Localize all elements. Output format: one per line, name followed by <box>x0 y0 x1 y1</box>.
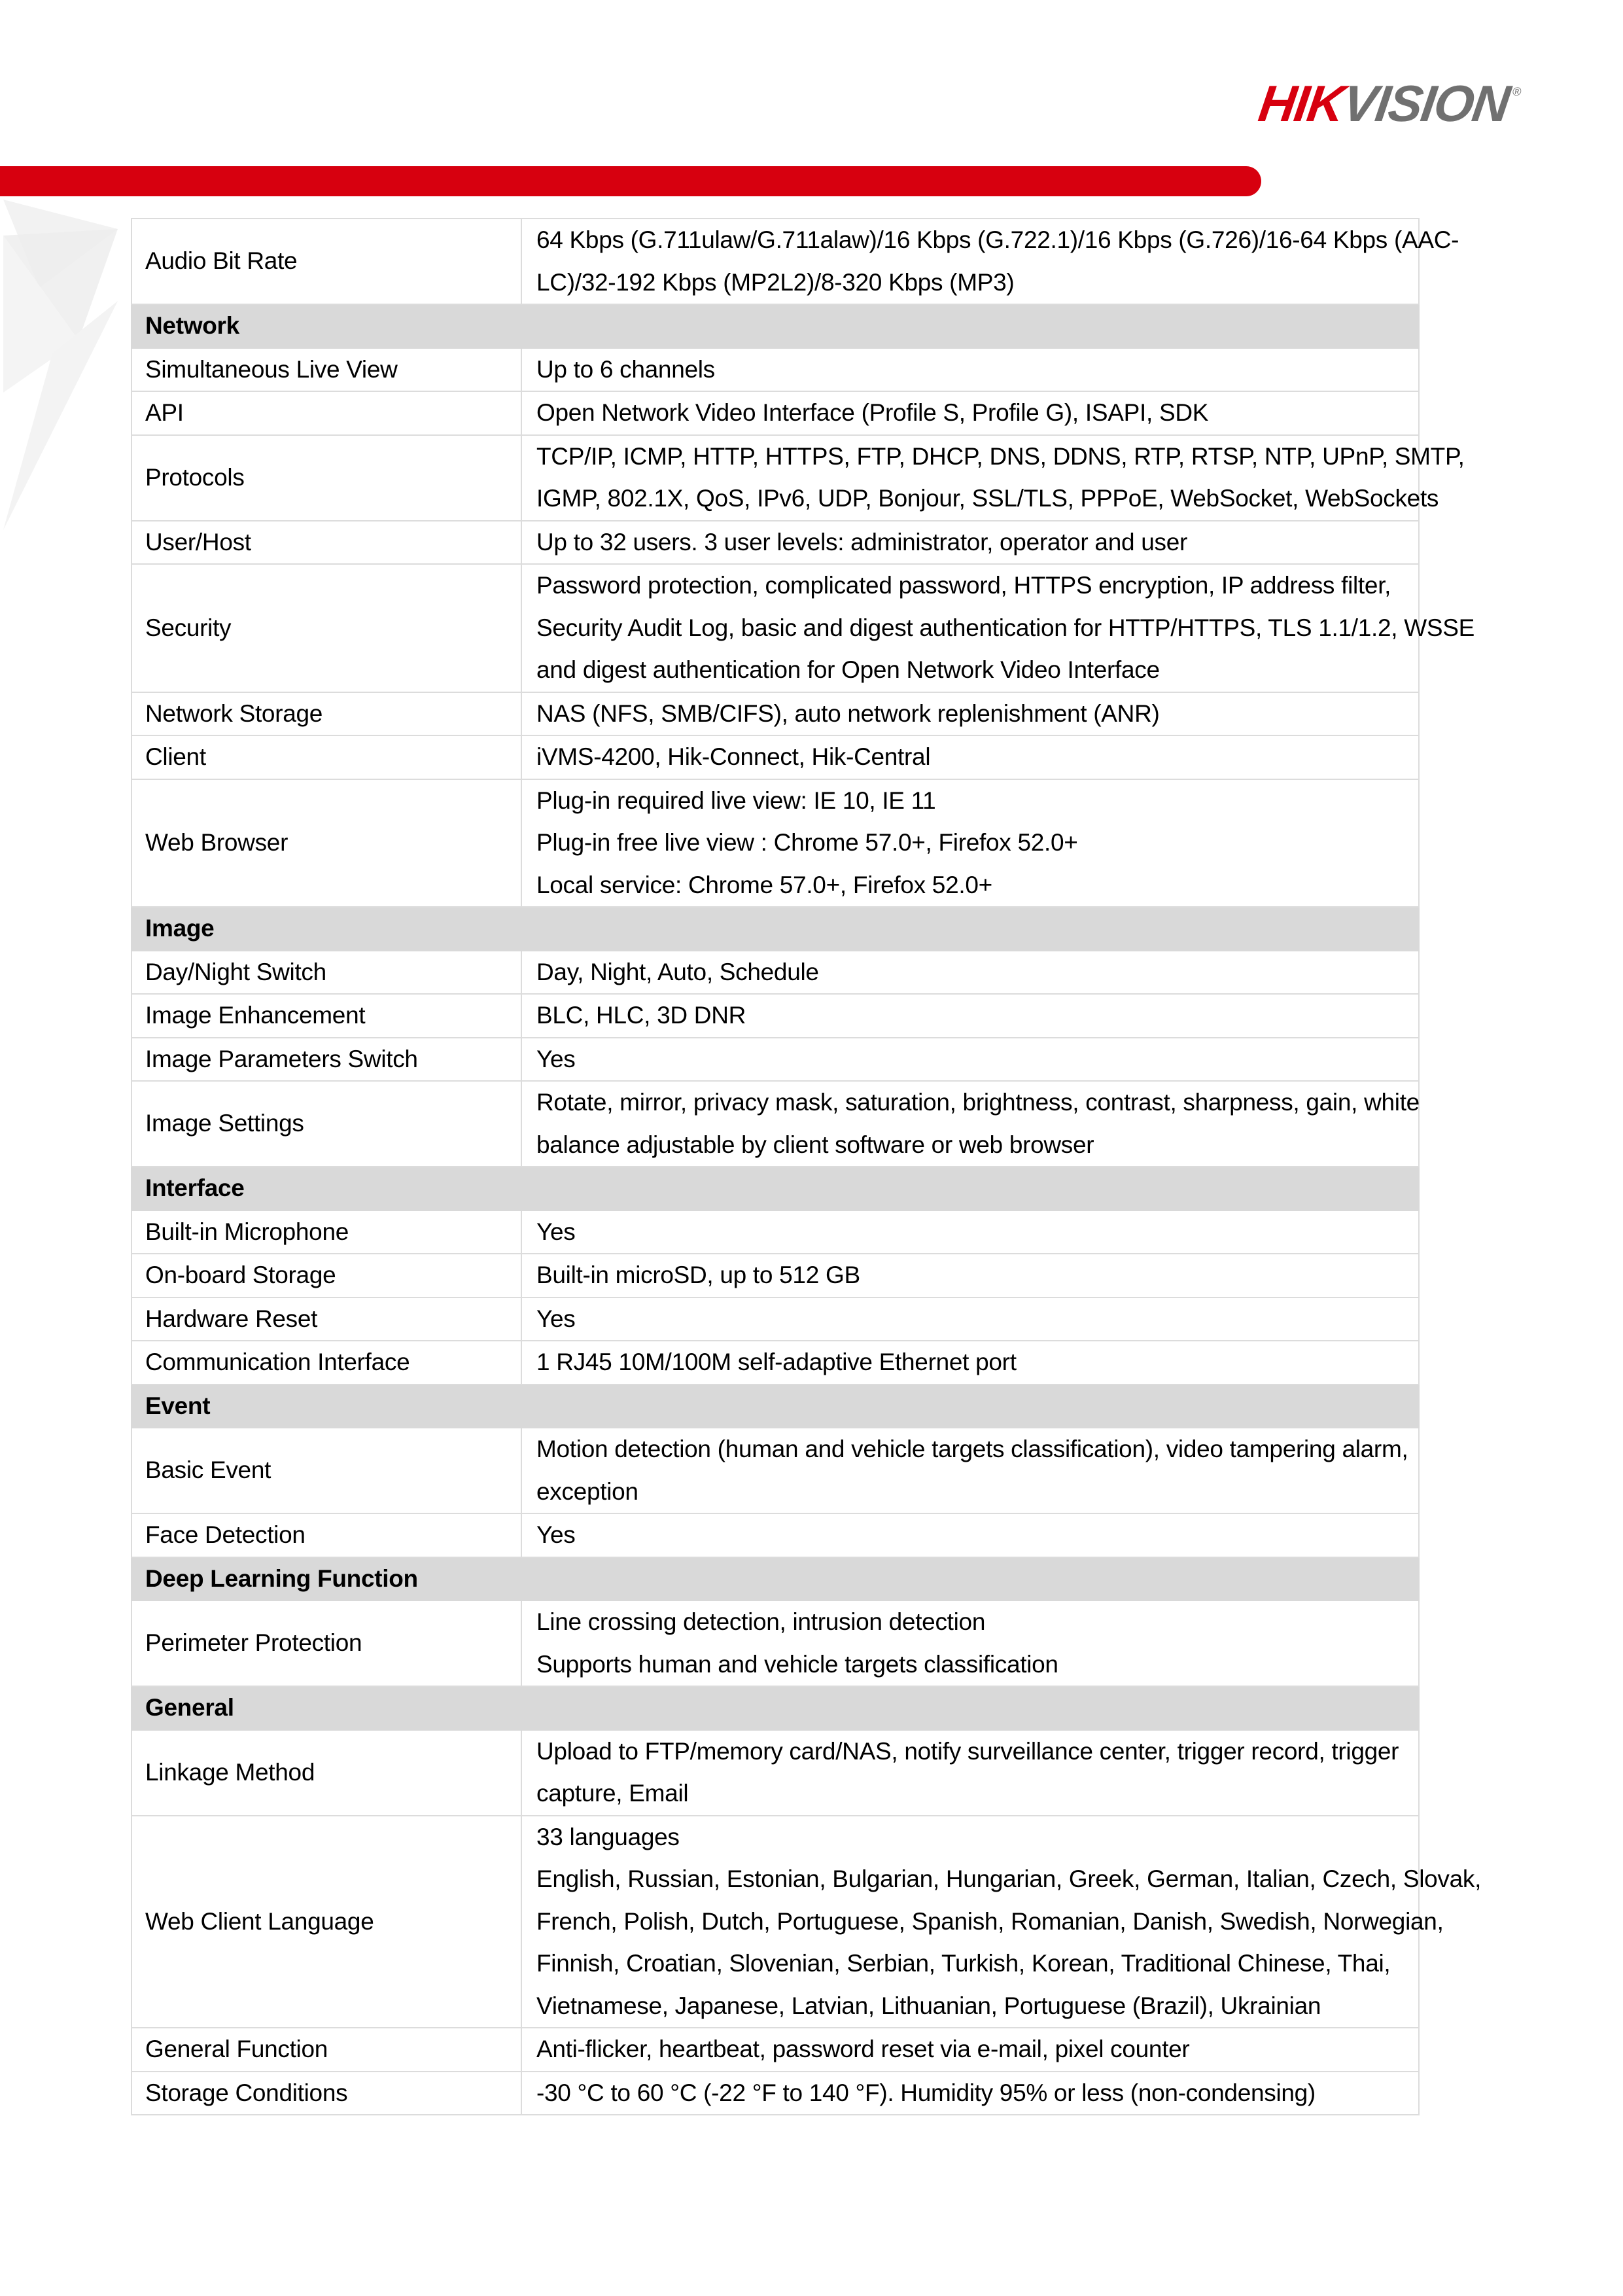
spec-value-line: Security Audit Log, basic and digest authentication for HTTP/HTTPS, TLS 1.1/1.2, WSSE <box>536 614 1475 641</box>
spec-label: Client <box>131 735 521 779</box>
spec-value-line: exception <box>536 1477 638 1505</box>
spec-row-day-night-switch <box>131 951 1419 995</box>
registered-mark-icon: ® <box>1511 85 1521 98</box>
section-title: Network <box>131 304 1419 348</box>
spec-label: Storage Conditions <box>131 2072 521 2115</box>
section-header-interface <box>131 1167 1419 1210</box>
spec-row-communication-interface <box>131 1341 1419 1385</box>
spec-value <box>521 391 1419 435</box>
section-title: General <box>131 1686 1419 1730</box>
decorative-watermark-icon <box>0 196 131 537</box>
spec-value-line: Upload to FTP/memory card/NAS, notify surveillance center, trigger record, trigger <box>536 1737 1399 1765</box>
spec-value-line: Open Network Video Interface (Profile S, Profile G), ISAPI, SDK <box>536 399 1209 426</box>
section-header-image <box>131 907 1419 951</box>
spec-value <box>521 1298 1419 1341</box>
spec-value-line: Finnish, Croatian, Slovenian, Serbian, Turkish, Korean, Traditional Chinese, Thai, <box>536 1950 1391 1977</box>
spec-row-image-settings <box>131 1081 1419 1167</box>
section-title: Image <box>131 907 1419 951</box>
spec-value-line: iVMS-4200, Hik-Connect, Hik-Central <box>536 743 931 770</box>
spec-label: Face Detection <box>131 1513 521 1557</box>
spec-row-on-board-storage <box>131 1254 1419 1298</box>
spec-value-line: LC)/32-192 Kbps (MP2L2)/8-320 Kbps (MP3) <box>536 268 1015 296</box>
spec-value-line: Line crossing detection, intrusion detection <box>536 1608 986 1635</box>
specification-table <box>131 218 1482 2115</box>
spec-row-built-in-microphone <box>131 1210 1419 1254</box>
section-title: Interface <box>131 1167 1419 1210</box>
section-title: Deep Learning Function <box>131 1557 1419 1601</box>
spec-value-line: English, Russian, Estonian, Bulgarian, Hungarian, Greek, German, Italian, Czech, Slovak, <box>536 1865 1482 1892</box>
spec-value-line: capture, Email <box>536 1780 689 1807</box>
spec-label: Hardware Reset <box>131 1298 521 1341</box>
spec-label: Image Enhancement <box>131 994 521 1038</box>
hikvision-logo <box>1255 74 1522 132</box>
spec-label: General Function <box>131 2028 521 2072</box>
spec-row-image-parameters-switch <box>131 1038 1419 1082</box>
spec-value <box>521 1816 1482 2028</box>
spec-value <box>521 435 1465 521</box>
spec-row-protocols <box>131 435 1419 521</box>
header-red-bar <box>0 166 1261 196</box>
section-header-deep-learning-function <box>131 1557 1419 1601</box>
spec-value <box>521 219 1459 304</box>
spec-label: Built-in Microphone <box>131 1210 521 1254</box>
spec-value <box>521 1513 1419 1557</box>
spec-value-line: NAS (NFS, SMB/CIFS), auto network replenishment (ANR) <box>536 699 1160 727</box>
spec-row-web-client-language <box>131 1816 1419 2028</box>
spec-label: On-board Storage <box>131 1254 521 1298</box>
spec-value <box>521 692 1419 736</box>
spec-value-line: balance adjustable by client software or web browser <box>536 1131 1094 1158</box>
spec-label: Network Storage <box>131 692 521 736</box>
spec-label: Protocols <box>131 435 521 521</box>
spec-value <box>521 1254 1419 1298</box>
spec-label: Communication Interface <box>131 1341 521 1385</box>
spec-value-line: Yes <box>536 1521 576 1548</box>
spec-label: Image Parameters Switch <box>131 1038 521 1082</box>
spec-value-line: Yes <box>536 1218 576 1245</box>
spec-value-line: Vietnamese, Japanese, Latvian, Lithuanian, Portuguese (Brazil), Ukrainian <box>536 1992 1321 2019</box>
spec-value-line: Plug-in free live view : Chrome 57.0+, Firefox 52.0+ <box>536 829 1078 856</box>
spec-value <box>521 2028 1419 2072</box>
spec-label: Perimeter Protection <box>131 1600 521 1686</box>
spec-value-line: Up to 32 users. 3 user levels: administrator, operator and user <box>536 528 1188 556</box>
spec-row-simultaneous-live-view <box>131 348 1419 392</box>
spec-value-line: IGMP, 802.1X, QoS, IPv6, UDP, Bonjour, SSL/TLS, PPPoE, WebSocket, WebSockets <box>536 485 1439 512</box>
spec-value-line: French, Polish, Dutch, Portuguese, Spanish, Romanian, Danish, Swedish, Norwegian, <box>536 1907 1444 1935</box>
spec-value-line: Built-in microSD, up to 512 GB <box>536 1262 860 1288</box>
spec-row-face-detection <box>131 1513 1419 1557</box>
spec-value <box>521 1081 1419 1167</box>
spec-label: Linkage Method <box>131 1730 521 1816</box>
spec-value-line: Local service: Chrome 57.0+, Firefox 52.0+ <box>536 871 992 898</box>
spec-row-security <box>131 564 1419 692</box>
spec-value-line: Motion detection (human and vehicle targets classification), video tampering alarm, <box>536 1436 1408 1462</box>
spec-label: Security <box>131 564 521 692</box>
spec-row-perimeter-protection <box>131 1600 1419 1686</box>
spec-value <box>521 951 1419 995</box>
spec-value <box>521 521 1419 565</box>
spec-value <box>521 1341 1419 1385</box>
spec-label: Web Browser <box>131 779 521 908</box>
logo-vision: VISION <box>1339 74 1513 132</box>
spec-value-line: Supports human and vehicle targets classification <box>536 1650 1058 1678</box>
spec-row-api <box>131 391 1419 435</box>
spec-value <box>521 994 1419 1038</box>
spec-row-storage-conditions <box>131 2072 1419 2115</box>
section-header-event <box>131 1385 1419 1428</box>
spec-value-line: Day, Night, Auto, Schedule <box>536 958 819 985</box>
spec-value-line: 33 languages <box>536 1823 680 1850</box>
spec-value-line: BLC, HLC, 3D DNR <box>536 1002 746 1029</box>
spec-label: Simultaneous Live View <box>131 348 521 392</box>
spec-row-image-enhancement <box>131 994 1419 1038</box>
spec-value <box>521 2072 1419 2115</box>
spec-value <box>521 1428 1419 1513</box>
section-header-general <box>131 1686 1419 1730</box>
spec-row-hardware-reset <box>131 1298 1419 1341</box>
section-title: Event <box>131 1385 1419 1428</box>
spec-value-line: Password protection, complicated password, HTTPS encryption, IP address filter, <box>536 572 1391 599</box>
spec-value <box>521 779 1419 908</box>
spec-row-basic-event <box>131 1428 1419 1513</box>
spec-value-line: Anti-flicker, heartbeat, password reset via e-mail, pixel counter <box>536 2036 1190 2062</box>
spec-value-line: Up to 6 channels <box>536 355 715 383</box>
spec-value <box>521 564 1475 692</box>
spec-value-line: 64 Kbps (G.711ulaw/G.711alaw)/16 Kbps (G.722.1)/16 Kbps (G.726)/16-64 Kbps (AAC- <box>536 226 1459 253</box>
spec-value <box>521 735 1419 779</box>
spec-row-audio-bit-rate <box>131 219 1419 304</box>
spec-label: Day/Night Switch <box>131 951 521 995</box>
spec-value <box>521 1210 1419 1254</box>
spec-row-linkage-method <box>131 1730 1419 1816</box>
spec-value-line: and digest authentication for Open Network Video Interface <box>536 656 1160 683</box>
spec-value-line: 1 RJ45 10M/100M self-adaptive Ethernet port <box>536 1349 1017 1375</box>
specification-table-body <box>131 219 1482 2115</box>
spec-label: User/Host <box>131 521 521 565</box>
spec-row-web-browser <box>131 779 1419 908</box>
spec-label: Image Settings <box>131 1081 521 1167</box>
spec-value <box>521 1730 1419 1816</box>
spec-value <box>521 348 1419 392</box>
spec-value <box>521 1600 1419 1686</box>
logo-hik: HIK <box>1255 74 1348 132</box>
spec-row-general-function <box>131 2028 1419 2072</box>
spec-value-line: -30 °C to 60 °C (-22 °F to 140 °F). Humidity 95% or less (non-condensing) <box>536 2079 1316 2106</box>
spec-label: Web Client Language <box>131 1816 521 2028</box>
spec-label: Basic Event <box>131 1428 521 1513</box>
spec-value <box>521 1038 1419 1082</box>
spec-value-line: Plug-in required live view: IE 10, IE 11 <box>536 786 936 814</box>
spec-row-user-host <box>131 521 1419 565</box>
spec-value-line: Yes <box>536 1305 576 1332</box>
spec-row-client <box>131 735 1419 779</box>
spec-label: API <box>131 391 521 435</box>
spec-value-line: TCP/IP, ICMP, HTTP, HTTPS, FTP, DHCP, DNS, DDNS, RTP, RTSP, NTP, UPnP, SMTP, <box>536 442 1465 470</box>
spec-value-line: Yes <box>536 1045 576 1072</box>
spec-label: Audio Bit Rate <box>131 219 521 304</box>
section-header-network <box>131 304 1419 348</box>
spec-value-line: Rotate, mirror, privacy mask, saturation, brightness, contrast, sharpness, gain, white <box>536 1089 1420 1116</box>
spec-row-network-storage <box>131 692 1419 736</box>
